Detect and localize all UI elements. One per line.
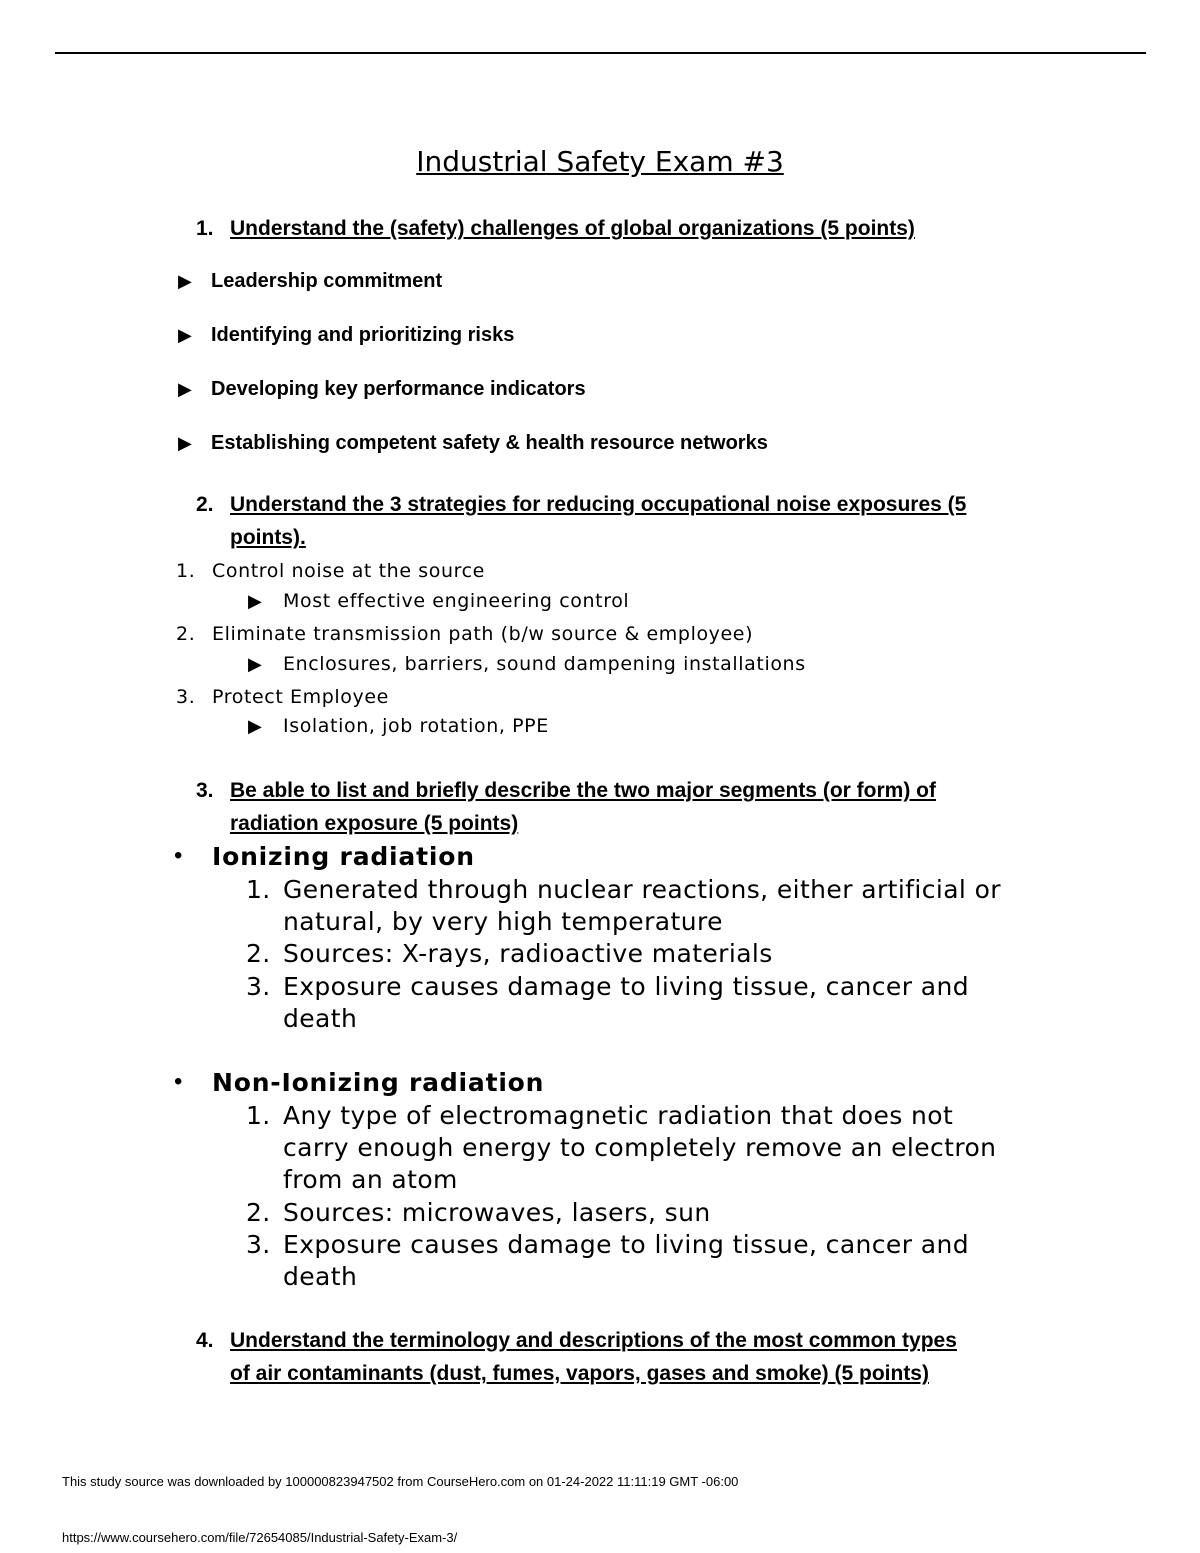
q2-item-text: Protect Employee xyxy=(212,686,389,708)
q2-number: 2. xyxy=(196,493,214,516)
non-ionizing-item-line: Sources: microwaves, lasers, sun xyxy=(283,1198,711,1227)
q2-item-sub: Enclosures, barriers, sound dampening installations xyxy=(283,653,806,675)
q1-bullet: Developing key performance indicators xyxy=(211,378,586,400)
non-ionizing-item-line: from an atom xyxy=(283,1165,458,1194)
non-ionizing-item-number: 2. xyxy=(246,1198,271,1227)
ionizing-item-line: Sources: X-rays, radioactive materials xyxy=(283,939,773,968)
q2-item-number: 2. xyxy=(176,623,196,645)
q4-text-line2: of air contaminants (dust, fumes, vapors, gases and smoke) (5 points) xyxy=(230,1362,929,1385)
bullet-dot-icon: • xyxy=(174,842,183,869)
download-notice: This study source was downloaded by 100000823947502 from CourseHero.com on 01-24-2022 11:11:19 GMT -06:00 xyxy=(62,1474,739,1489)
q1-bullet: Leadership commitment xyxy=(211,270,443,292)
ionizing-item-number: 3. xyxy=(246,972,271,1001)
non-ionizing-item-line: carry enough energy to completely remove an electron xyxy=(283,1133,997,1162)
q2-item-sub: Isolation, job rotation, PPE xyxy=(283,715,549,737)
q4-number: 4. xyxy=(196,1329,214,1352)
q1-bullet: Identifying and prioritizing risks xyxy=(211,324,515,346)
ionizing-item-number: 2. xyxy=(246,939,271,968)
non-ionizing-heading: Non-Ionizing radiation xyxy=(212,1068,545,1097)
q2-item-number: 3. xyxy=(176,686,196,708)
ionizing-item-number: 1. xyxy=(246,875,271,904)
ionizing-heading: Ionizing radiation xyxy=(212,842,475,871)
ionizing-item-line: death xyxy=(283,1004,358,1033)
triangle-bullet-icon: ▶ xyxy=(178,379,192,399)
top-rule xyxy=(55,52,1146,54)
non-ionizing-item-number: 3. xyxy=(246,1230,271,1259)
q2-text-line1: Understand the 3 strategies for reducing occupational noise exposures (5 xyxy=(230,493,967,516)
q3-text-line1: Be able to list and briefly describe the two major segments (or form) of xyxy=(230,779,936,802)
q2-item-sub: Most effective engineering control xyxy=(283,590,630,612)
triangle-bullet-icon: ▶ xyxy=(178,433,192,453)
q2-text-line2: points). xyxy=(230,526,306,549)
q2-item-text: Control noise at the source xyxy=(212,560,485,582)
triangle-bullet-icon: ▶ xyxy=(248,591,262,611)
source-url-link[interactable]: https://www.coursehero.com/file/72654085/Industrial-Safety-Exam-3/ xyxy=(62,1530,458,1545)
q2-item-text: Eliminate transmission path (b/w source & employee) xyxy=(212,623,754,645)
triangle-bullet-icon: ▶ xyxy=(248,654,262,674)
triangle-bullet-icon: ▶ xyxy=(178,325,192,345)
triangle-bullet-icon: ▶ xyxy=(178,271,192,291)
q1-number: 1. xyxy=(196,217,214,240)
ionizing-item-line: Generated through nuclear reactions, either artificial or xyxy=(283,875,1001,904)
q3-number: 3. xyxy=(196,779,214,802)
q2-item-number: 1. xyxy=(176,560,196,582)
q4-text-line1: Understand the terminology and descriptions of the most common types xyxy=(230,1329,957,1352)
non-ionizing-item-line: death xyxy=(283,1262,358,1291)
ionizing-item-line: Exposure causes damage to living tissue, cancer and xyxy=(283,972,969,1001)
non-ionizing-item-number: 1. xyxy=(246,1101,271,1130)
q1-text: Understand the (safety) challenges of global organizations (5 points) xyxy=(230,217,915,240)
q1-bullet: Establishing competent safety & health resource networks xyxy=(211,432,768,454)
q3-text-line2: radiation exposure (5 points) xyxy=(230,812,519,835)
page-title: Industrial Safety Exam #3 xyxy=(416,145,784,178)
non-ionizing-item-line: Any type of electromagnetic radiation that does not xyxy=(283,1101,954,1130)
bullet-dot-icon: • xyxy=(174,1068,183,1095)
triangle-bullet-icon: ▶ xyxy=(248,716,262,736)
ionizing-item-line: natural, by very high temperature xyxy=(283,907,723,936)
non-ionizing-item-line: Exposure causes damage to living tissue, cancer and xyxy=(283,1230,969,1259)
